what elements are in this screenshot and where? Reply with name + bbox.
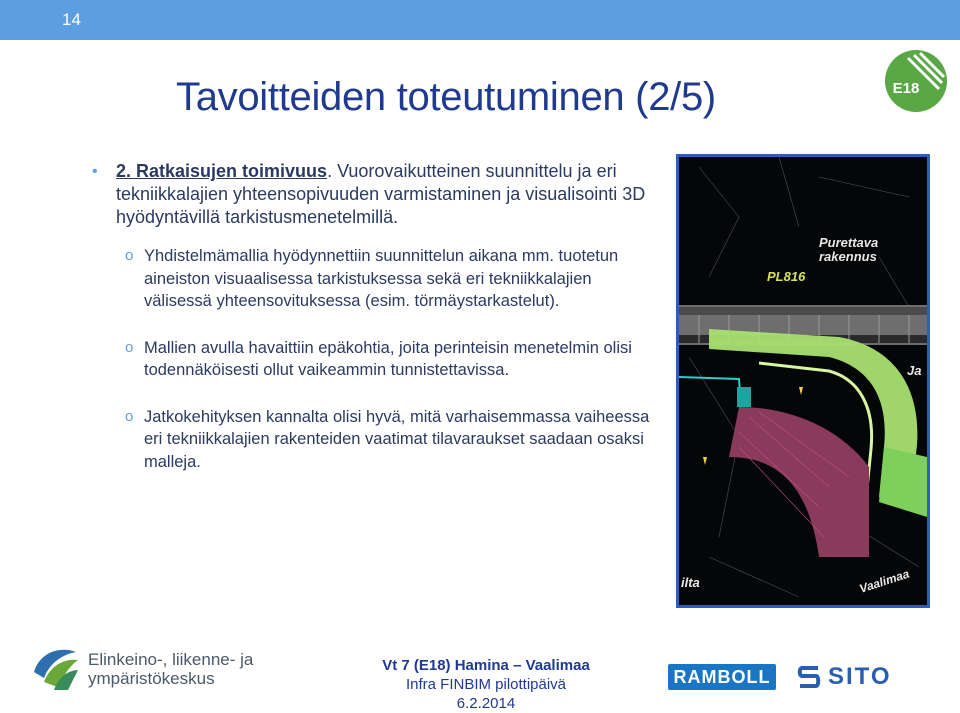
circle-bullet-icon: o	[125, 407, 134, 425]
ramboll-logo: RAMBOLL	[668, 664, 776, 690]
sub-bullet-1	[92, 245, 652, 313]
sito-logo	[796, 662, 906, 692]
bullet-dot-icon: •	[92, 163, 98, 180]
bim-model-view	[679, 157, 927, 605]
footer	[0, 636, 960, 712]
figure-label-code: PL816	[767, 269, 806, 284]
main-bullet	[92, 160, 652, 229]
e18-logo	[884, 49, 948, 113]
sub-bullet-2	[92, 337, 652, 382]
sito-text: SITO	[828, 663, 892, 690]
sito-mark-icon	[796, 664, 822, 690]
main-bullet-heading: 2. Ratkaisujen toimivuus	[116, 161, 328, 181]
ely-logo-icon	[30, 642, 80, 692]
footer-project	[376, 656, 596, 713]
top-bar	[0, 0, 960, 40]
page-number: 14	[62, 10, 81, 29]
sub-bullet-text: Jatkokehityksen kannalta olisi hyvä, mitä varhaisemmassa vaiheessa eri tekniikkalajien rakenteiden vaatimat tilavaraukset saadaan osaksi malleja.	[144, 407, 650, 471]
e18-logo-text: E18	[892, 80, 920, 97]
main-bullet-text: . Vuorovaikutteinen suunnittelu ja eri tekniikkalajien yhteensopivuuden varmistaminen ja visualisointi 3D hyödyntävillä tarkistusmenetelmillä.	[116, 161, 646, 227]
ely-line-2: ympäristökeskus	[88, 669, 215, 688]
ely-logo-text	[88, 650, 253, 688]
ely-line-1: Elinkeino-, liikenne- ja	[88, 650, 254, 669]
figure-label-bottom-2: Vaalimaa	[857, 566, 911, 596]
figure-label-rakennus: rakennus	[819, 249, 877, 264]
figure-label-purettava: Purettava	[819, 235, 879, 250]
sub-bullet-text: Yhdistelmämallia hyödynnettiin suunnittelun aikana mm. tuotetun aineiston visuaalisessa tarkistuksessa sekä eri tekniikkalajien välisessä yhteensovituksessa (esim. törmäystarkastelut).	[144, 247, 619, 310]
slide-body	[92, 160, 652, 473]
figure-label-bottom-1: ilta	[681, 575, 700, 590]
slide-title: Tavoitteiden toteutuminen (2/5)	[176, 75, 716, 119]
figure-label-side-2: Ja	[907, 363, 922, 378]
circle-bullet-icon: o	[125, 338, 134, 356]
footer-project-title: Vt 7 (E18) Hamina – Vaalimaa	[382, 657, 590, 674]
circle-bullet-icon: o	[125, 247, 134, 264]
sub-bullet-text: Mallien avulla havaittiin epäkohtia, joita perinteisin menetelmin olisi todennäköisesti ollut vaikeammin tunnistettavissa.	[144, 338, 632, 379]
footer-project-event: Infra FINBIM pilottipäivä 6.2.2014	[405, 676, 567, 712]
model-screenshot	[676, 154, 930, 608]
sub-bullet-3	[92, 406, 652, 474]
